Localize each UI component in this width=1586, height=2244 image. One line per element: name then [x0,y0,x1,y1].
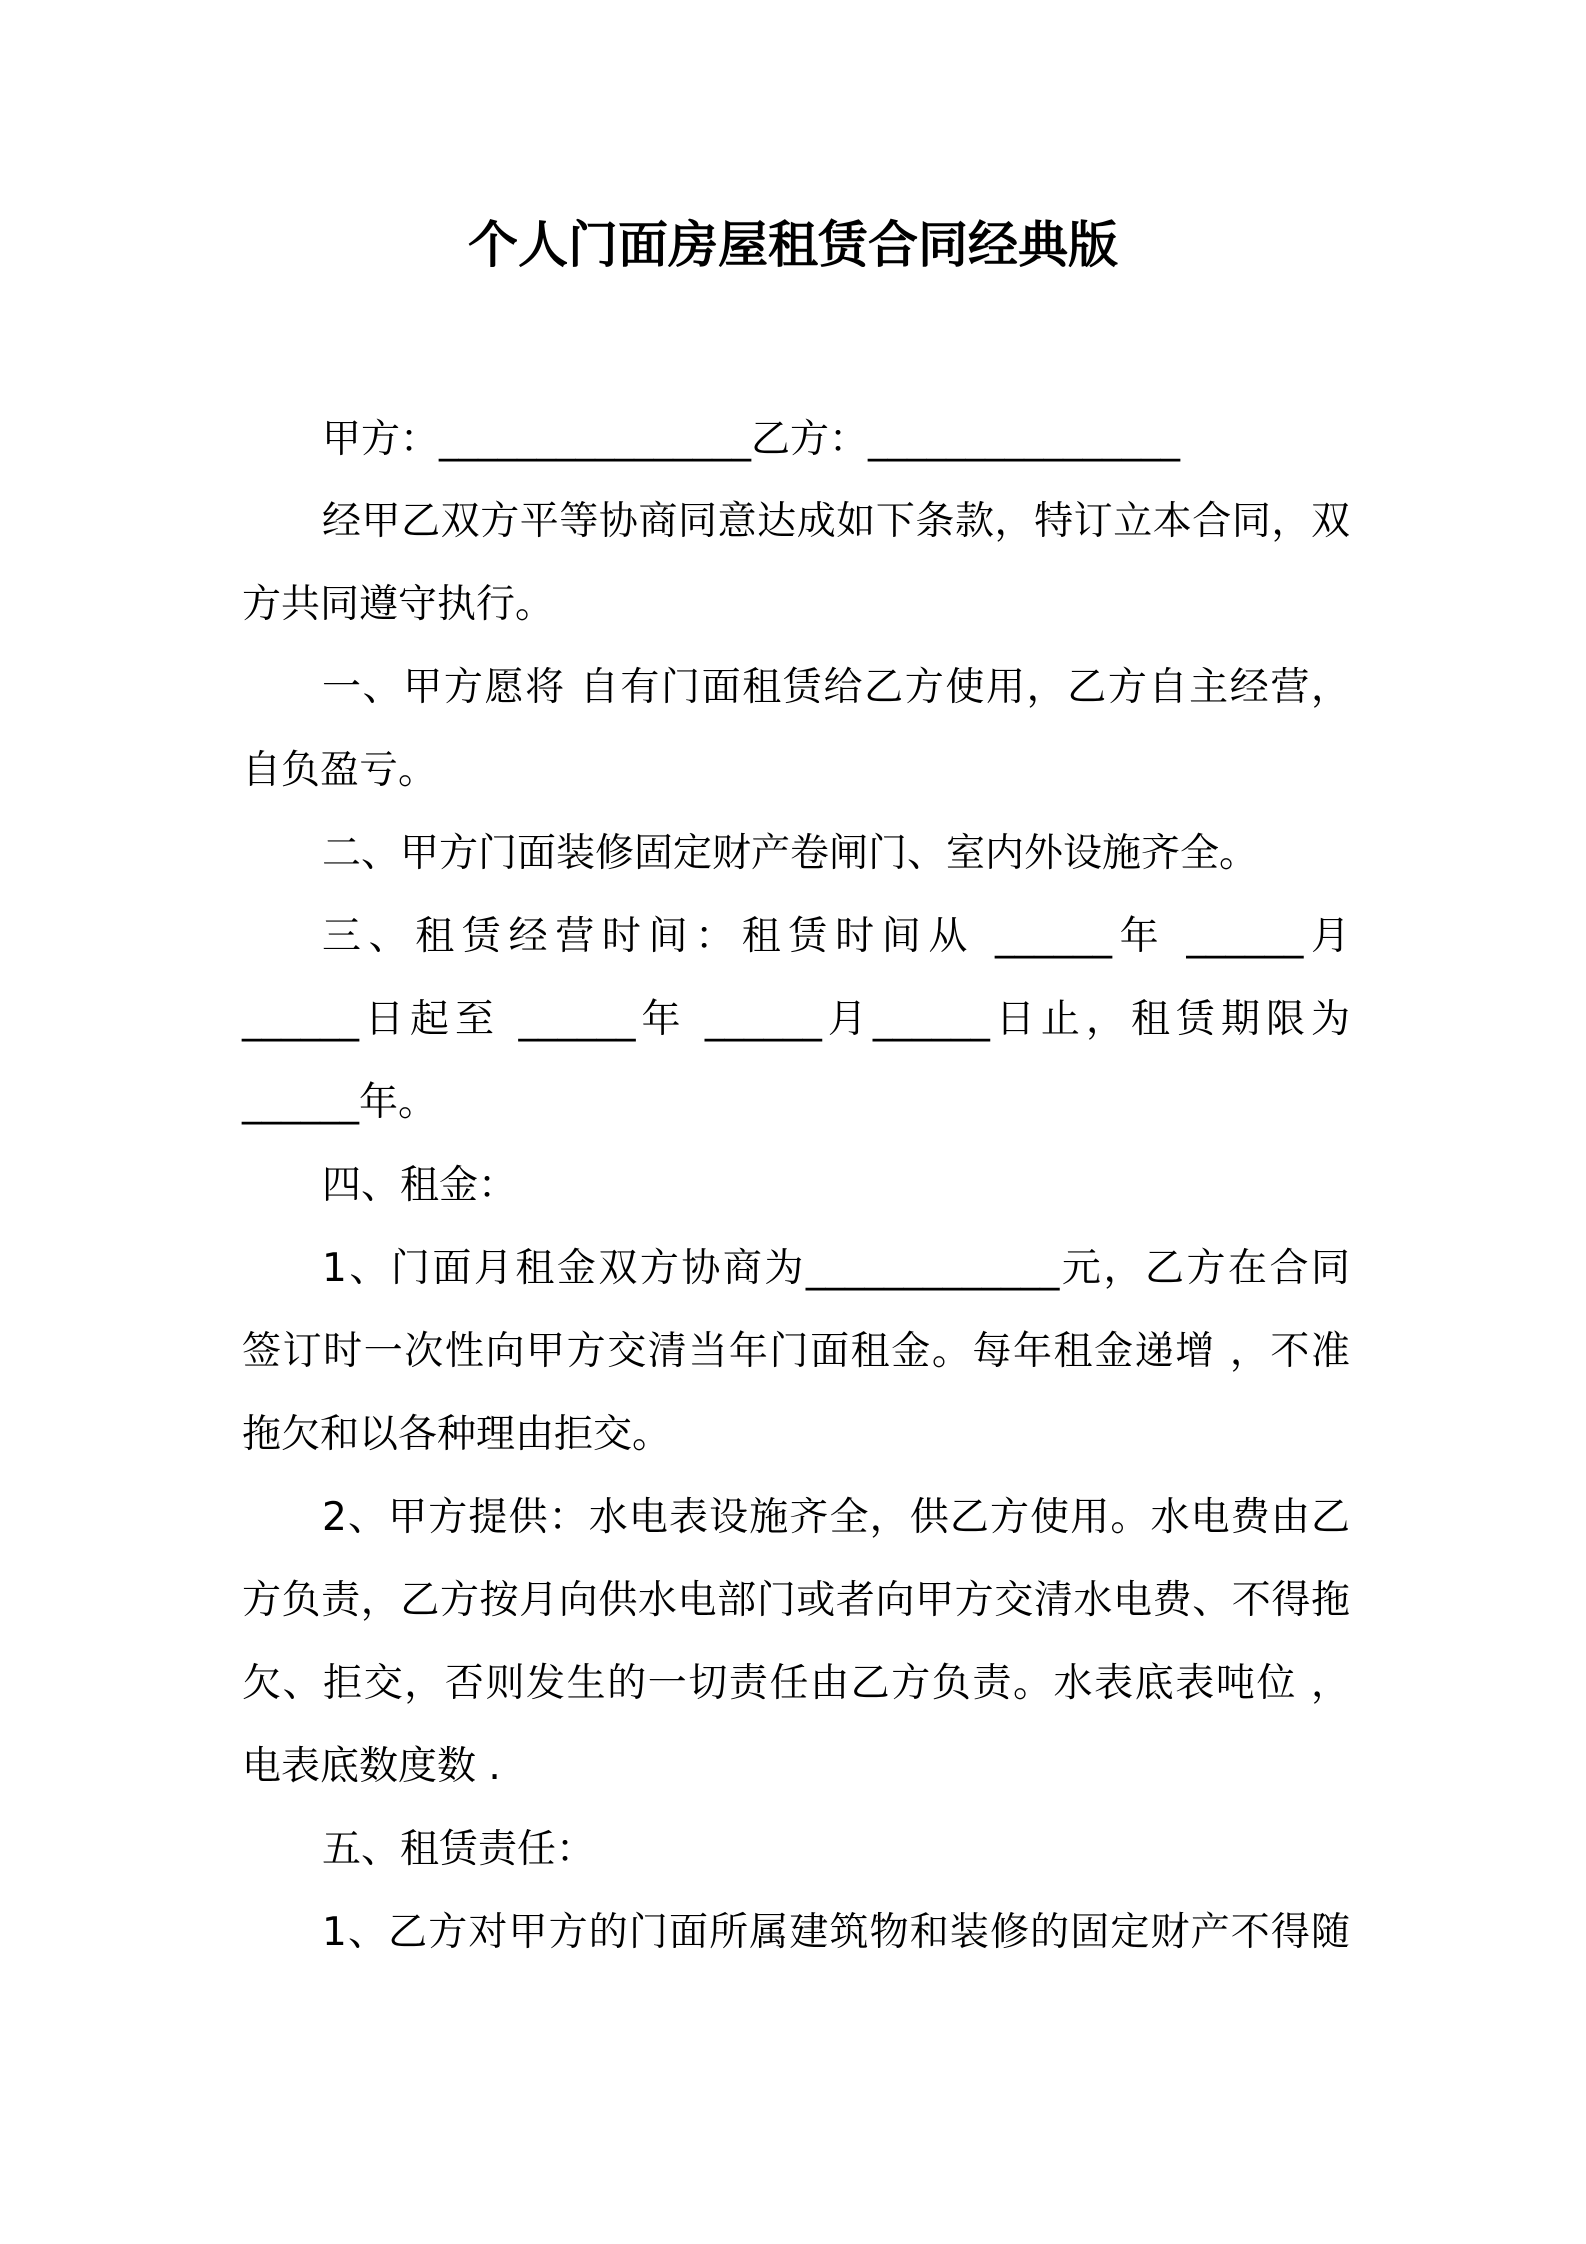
paragraph-line: 经甲乙双方平等协商同意达成如下条款，特订立本合同，双 [322,499,1350,544]
paragraph-line: 方共同遵守执行。 [242,582,555,627]
paragraph-line: 1、门面月租金双方协商为_____________元，乙方在合同 [322,1246,1350,1291]
paragraph-line: 三、租赁经营时间：租赁时间从 ______年 ______月 [322,914,1350,959]
paragraph-line: 电表底数度数 . [242,1744,501,1789]
paragraph-line: 2、甲方提供：水电表设施齐全，供乙方使用。水电费由乙 [322,1495,1350,1540]
paragraph-line: 一、甲方愿将 自有门面租赁给乙方使用，乙方自主经营， [322,665,1350,710]
section-heading: 四、租金： [322,1163,518,1208]
paragraph-line: 欠、拒交，否则发生的一切责任由乙方负责。水表底表吨位 ， [242,1661,1350,1706]
paragraph-line: 1、乙方对甲方的门面所属建筑物和装修的固定财产不得随 [322,1910,1350,1955]
party-line: 甲方：________________乙方：________________ [322,417,1181,462]
paragraph-line: 签订时一次性向甲方交清当年门面租金。每年租金递增 ，不准 [242,1329,1350,1374]
paragraph-line: ______日起至 ______年 ______月______日止，租赁期限为 [242,997,1350,1042]
paragraph-line: ______年。 [242,1080,438,1125]
paragraph-line: 方负责，乙方按月向供水电部门或者向甲方交清水电费、不得拖 [242,1578,1350,1623]
paragraph-line: 自负盈亏。 [242,748,438,793]
paragraph-line: 二、甲方门面装修固定财产卷闸门、室内外设施齐全。 [322,831,1259,876]
section-heading: 五、租赁责任： [322,1827,596,1872]
document-title: 个人门面房屋租赁合同经典版 [468,216,1118,274]
paragraph-line: 拖欠和以各种理由拒交。 [242,1412,672,1457]
